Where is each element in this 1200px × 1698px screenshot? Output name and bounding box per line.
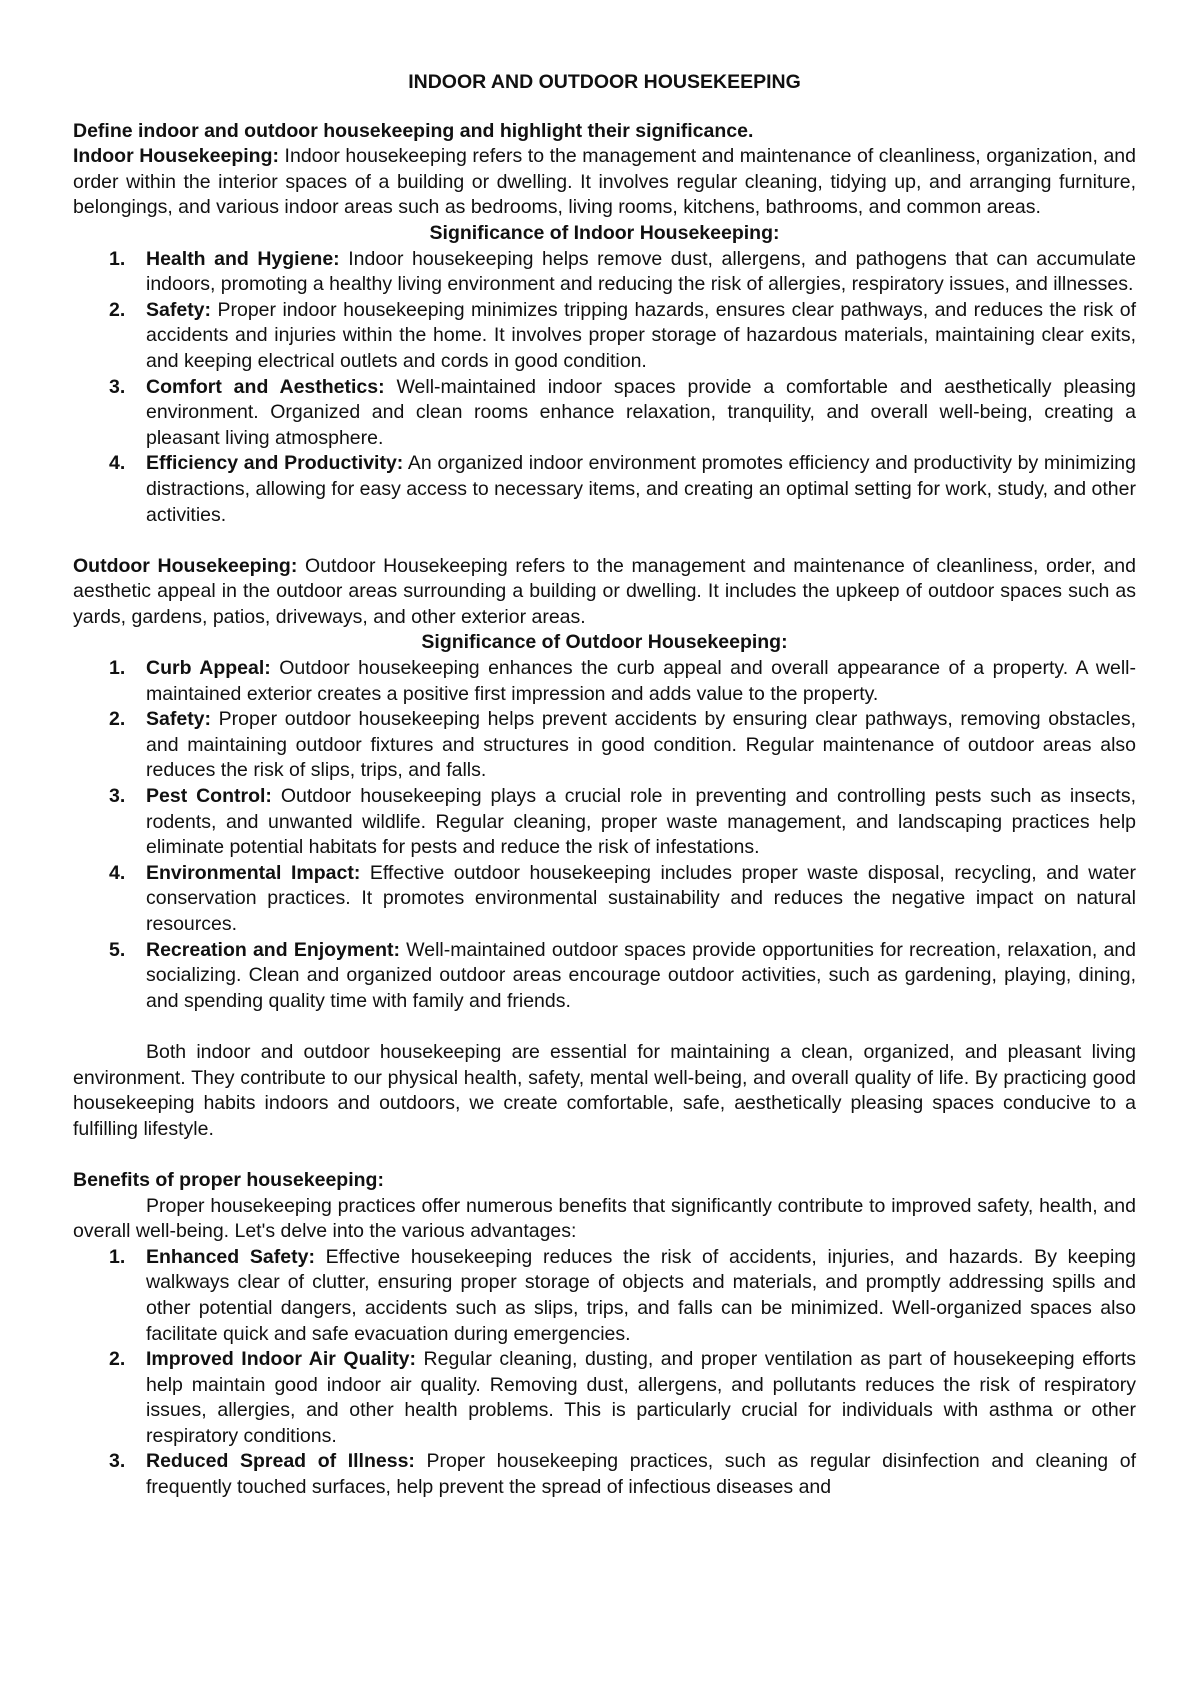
list-number: 5. — [109, 938, 126, 961]
item-label: Health and Hygiene: — [146, 247, 340, 270]
item-text: Well-maintained indoor spaces provide a comfortable and aesthetically pleasing environment. Organized and clean rooms enhance relaxation, tranquility, and overall well-being, creating a pleasant living atmosphere. — [146, 375, 1136, 449]
list-item — [73, 247, 1136, 298]
item-label: Improved Indoor Air Quality: — [146, 1348, 416, 1371]
list-item — [73, 298, 1136, 375]
list-item — [73, 1347, 1136, 1449]
list-number: 3. — [109, 785, 126, 808]
indoor-significance-list — [73, 247, 1136, 529]
list-item — [73, 375, 1136, 452]
benefits-list — [73, 1245, 1136, 1501]
list-item — [73, 1245, 1136, 1347]
list-item — [73, 861, 1136, 938]
list-item — [73, 707, 1136, 784]
item-text: Well-maintained outdoor spaces provide opportunities for recreation, relaxation, and socializing. Clean and organized outdoor areas encourage outdoor activities, such as gardening, playing, dining, and spending quality time with family and friends. — [146, 938, 1137, 1012]
indoor-label: Indoor Housekeeping: — [73, 145, 279, 168]
indoor-significance-heading: Significance of Indoor Housekeeping: — [429, 221, 780, 244]
define-heading: Define indoor and outdoor housekeeping and highlight their significance. — [73, 119, 754, 142]
list-number: 1. — [109, 657, 126, 680]
list-number: 2. — [109, 1348, 126, 1371]
outdoor-text: Outdoor Housekeeping refers to the management and maintenance of cleanliness, order, and aesthetic appeal in the outdoor areas surrounding a building or dwelling. It includes the upkeep of outdoor spaces such as yards, gardens, patios, driveways, and other exterior areas. — [73, 554, 1136, 628]
list-number: 2. — [109, 298, 126, 321]
item-text: Proper indoor housekeeping minimizes tripping hazards, ensures clear pathways, and reduces the risk of accidents and injuries within the home. It involves proper storage of hazardous materials, maintaining clear exits, and keeping electrical outlets and cords in good condition. — [146, 298, 1136, 372]
item-label: Pest Control: — [146, 785, 272, 808]
outdoor-label: Outdoor Housekeeping: — [73, 554, 298, 577]
conclusion-paragraph: Both indoor and outdoor housekeeping are essential for maintaining a clean, organized, and pleasant living environment. They contribute to our physical health, safety, mental well-being, and overall quality of life. By practicing good housekeeping habits indoors and outdoors, we create comfortable, safe, aesthetically pleasing spaces conducive to a fulfilling lifestyle. — [73, 1040, 1136, 1140]
spacer — [73, 528, 1136, 554]
spacer — [73, 1014, 1136, 1040]
item-label: Environmental Impact: — [146, 861, 361, 884]
list-number: 1. — [109, 1245, 126, 1268]
item-label: Recreation and Enjoyment: — [146, 938, 400, 961]
item-text: Proper housekeeping practices, such as regular disinfection and cleaning of frequently touched surfaces, help prevent the spread of infectious diseases and — [146, 1450, 1136, 1499]
item-text: Regular cleaning, dusting, and proper ventilation as part of housekeeping efforts help maintain good indoor air quality. Removing dust, allergens, and pollutants reduces the risk of respiratory issues, allergies, and other health problems. This is particularly crucial for individuals with asthma or other respiratory conditions. — [146, 1348, 1136, 1447]
item-text: Indoor housekeeping helps remove dust, allergens, and pathogens that can accumulate indoors, promoting a healthy living environment and reducing the risk of allergies, respiratory issues, and illnesses. — [146, 247, 1137, 296]
item-label: Safety: — [146, 708, 212, 731]
list-item — [73, 938, 1136, 1015]
indoor-text: Indoor housekeeping refers to the management and maintenance of cleanliness, organization, and order within the interior spaces of a building or dwelling. It involves regular cleaning, tidying up, and arranging furniture, belongings, and various indoor areas such as bedrooms, living rooms, kitchens, bathrooms, and common areas. — [73, 145, 1136, 219]
item-label: Enhanced Safety: — [146, 1245, 315, 1268]
item-text: Effective outdoor housekeeping includes proper waste disposal, recycling, and water conservation practices. It promotes environmental sustainability and reduces the negative impact on natural resources. — [146, 861, 1136, 935]
benefits-heading: Benefits of proper housekeeping: — [73, 1168, 384, 1191]
list-number: 4. — [109, 452, 126, 475]
document-title: INDOOR AND OUTDOOR HOUSEKEEPING — [408, 71, 801, 93]
benefits-intro: Proper housekeeping practices offer numerous benefits that significantly contribute to improved safety, health, and overall well-being. Let's delve into the various advantages: — [73, 1194, 1136, 1243]
item-text: Effective housekeeping reduces the risk of accidents, injuries, and hazards. By keeping walkways clear of clutter, ensuring proper storage of objects and materials, and promptly addressing spills and other potential dangers, accidents such as slips, trips, and falls can be minimized. Well-organized spaces also facilitate quick and safe evacuation during emergencies. — [146, 1245, 1136, 1345]
list-number: 2. — [109, 708, 126, 731]
outdoor-significance-list — [73, 656, 1136, 1014]
list-item — [73, 784, 1136, 861]
list-number: 4. — [109, 861, 126, 884]
list-number: 1. — [109, 247, 126, 270]
list-number: 3. — [109, 1450, 126, 1473]
list-number: 3. — [109, 375, 126, 398]
indoor-definition — [73, 144, 1136, 221]
list-item — [73, 1449, 1136, 1500]
outdoor-definition — [73, 554, 1136, 631]
item-label: Curb Appeal: — [146, 657, 271, 680]
item-text: Outdoor housekeeping enhances the curb appeal and overall appearance of a property. A well-maintained exterior creates a positive first impression and adds value to the property. — [146, 657, 1136, 705]
item-text: Outdoor housekeeping plays a crucial role in preventing and controlling pests such as insects, rodents, and unwanted wildlife. Regular cleaning, proper waste management, and landscaping practices help eliminate potential habitats for pests and reduce the risk of infestations. — [146, 785, 1136, 859]
item-label: Efficiency and Productivity: — [146, 452, 404, 475]
item-label: Comfort and Aesthetics: — [146, 375, 385, 398]
list-item — [73, 451, 1136, 528]
item-label: Reduced Spread of Illness: — [146, 1450, 415, 1473]
item-label: Safety: — [146, 298, 212, 321]
list-item — [73, 656, 1136, 707]
item-text: An organized indoor environment promotes efficiency and productivity by minimizing distractions, allowing for easy access to necessary items, and creating an optimal setting for work, study, and other activities. — [146, 452, 1136, 526]
item-text: Proper outdoor housekeeping helps prevent accidents by ensuring clear pathways, removing obstacles, and maintaining outdoor fixtures and structures in good condition. Regular maintenance of outdoor areas also reduces the risk of slips, trips, and falls. — [146, 708, 1136, 782]
spacer — [73, 1142, 1136, 1168]
outdoor-significance-heading: Significance of Outdoor Housekeeping: — [421, 631, 788, 654]
